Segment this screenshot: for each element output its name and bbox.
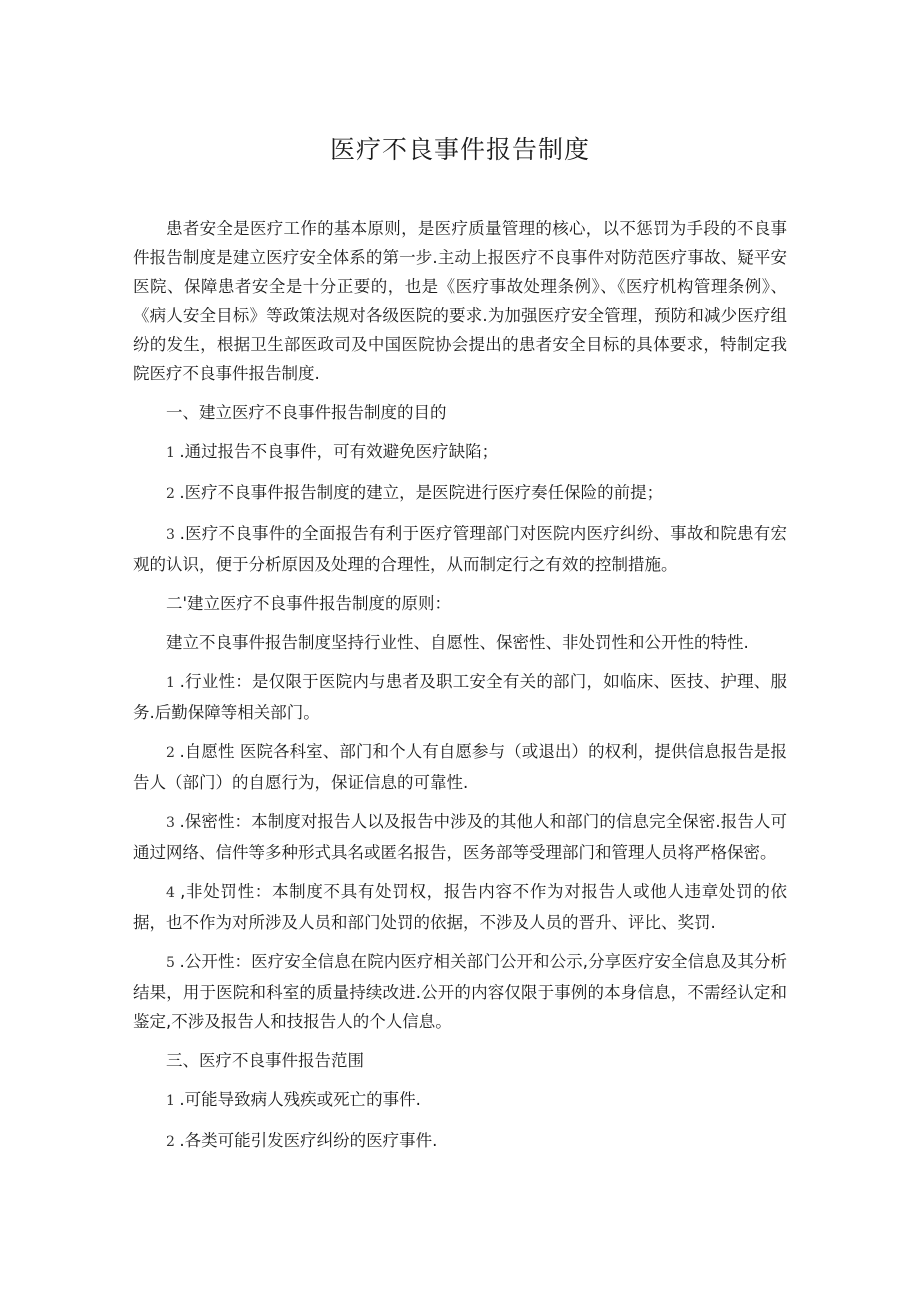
paragraph-intro [133,214,787,388]
item-text: .行业性：是仅限于医院内与患者及职工安全有关的部门，如临床、医技、护理、服务.后勤保障等相关部门。 [133,672,788,722]
item-number: 3 [166,527,180,543]
item-number: 4 [166,885,181,901]
item-text: .自愿性 医院各科室、部门和个人有自愿参与（或退出）的权利，提供信息报告是报告人（部门）的自愿行为，保证信息的可靠性. [133,742,788,792]
item-number: 2 [166,486,180,502]
list-item [133,667,787,727]
item-text: .医疗不良事件的全面报告有利于医疗管理部门对医院内医疗纠纷、事故和院患有宏观的认识，便于分析原因及处理的合理性，从而制定行之有效的控制措施。 [133,524,788,574]
list-item [133,807,787,867]
item-text: .公开性：医疗安全信息在院内医疗相关部门公开和公示,分享医疗安全信息及其分析结果，用于医院和科室的质量持续改进.公开的内容仅限于事例的本身信息，不需经认定和鉴定,不涉及报告人和技报告人的个人信息。 [133,952,788,1031]
list-item [133,1126,787,1157]
item-text: .通过报告不良事件，可有效避免医疗缺陷； [179,442,499,461]
item-text: .保密性：本制度对报告人以及报告中涉及的其他人和部门的信息完全保密.报告人可通过网络、信件等多种形式具名或匿名报告，医务部等受理部门和管理人员将严格保密。 [133,812,788,862]
item-number: 1 [166,1093,180,1109]
paragraph-text: 一、建立医疗不良事件报告制度的目的 [166,403,447,422]
paragraph-text: 三、医疗不良事件报告范围 [166,1051,364,1070]
document-body [133,214,787,1157]
paragraph-text: 建立不良事件报告制度坚持行业性、自愿性、保密性、非处罚性和公开性的特性. [166,633,749,652]
list-item [133,737,787,797]
item-number: 3 [166,815,180,831]
section-heading-1 [133,398,787,427]
item-number: 2 [166,745,180,761]
list-item [133,877,787,937]
item-text: .各类可能引发医疗纠纷的医疗事件. [179,1131,438,1150]
list-item [133,947,787,1036]
item-number: 5 [166,955,180,971]
paragraph-principles [133,628,787,657]
list-item [133,1085,787,1116]
page-title: 医疗不良事件报告制度 [329,135,590,164]
paragraph-text: 患者安全是医疗工作的基本原则，是医疗质量管理的核心，以不惩罚为手段的不良事件报告制度是建立医疗安全体系的第一步.主动上报医疗不良事件对防范医疗事故、疑平安医院、保障患者安全是十分正要的，也是《医疗事故处理条例》、《医疗机构管理条例》、《病人安全目标》等政策法规对各级医院的要求.为加强医疗安全管理，预防和减少医疗组纷的发生，根据卫生部医政司及中国医院协会提出的患者安全目标的具体要求，特制定我院医疗不良事件报告制度. [133,219,787,383]
item-number: 2 [166,1134,180,1150]
item-text: .可能导致病人残疾或死亡的事件. [179,1090,421,1109]
list-item [133,519,787,579]
item-number: 1 [166,445,180,461]
section-heading-2 [133,589,787,618]
paragraph-text: 二'建立医疗不良事件报告制度的原则： [166,594,452,613]
item-text: .医疗不良事件报告制度的建立，是医院进行医疗奏任保险的前提； [179,483,664,502]
list-item [133,437,787,468]
list-item [133,478,787,509]
item-text: ,非处罚性：本制度不具有处罚权，报告内容不作为对报告人或他人违章处罚的依据，也不作为对所涉及人员和部门处罚的依据，不涉及人员的晋升、评比、奖罚. [133,882,788,932]
item-number: 1 [166,675,180,691]
section-heading-3 [133,1046,787,1075]
